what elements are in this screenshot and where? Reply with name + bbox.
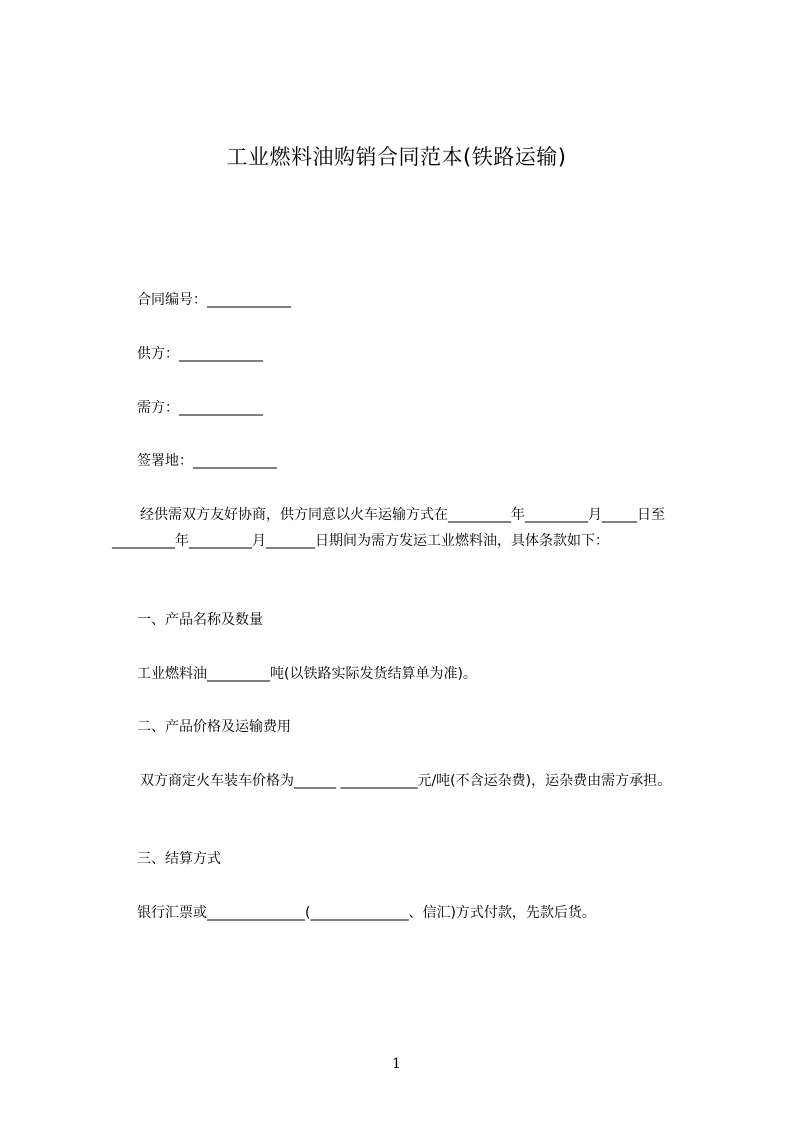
- supplier-line: 供方：____________: [137, 346, 263, 362]
- section-heading: 三、结算方式: [137, 851, 221, 867]
- document-title: 工业燃料油购销合同范本(铁路运输): [226, 145, 567, 169]
- sign-place-line: 签署地：____________: [137, 453, 277, 469]
- contract-number-line: 合同编号：____________: [137, 292, 291, 308]
- intro-paragraph: 经供需双方友好协商，供方同意以火车运输方式在_________年_________月_____日至_________年_________月_______日期间为需方发运工业燃料油，具体条款如下：: [112, 507, 665, 549]
- buyer-line: 需方：____________: [137, 400, 263, 416]
- section-body: 工业燃料油_________吨(以铁路实际发货结算单为准)。: [137, 666, 477, 682]
- section-heading: 二、产品价格及运输费用: [137, 719, 291, 735]
- section-body: 双方商定火车装车价格为______ ___________元/吨(不含运杂费)，运杂费由需方承担。: [112, 773, 672, 789]
- section-heading: 一、产品名称及数量: [137, 612, 263, 628]
- page-number: 1: [392, 1056, 401, 1072]
- section-body: 银行汇票或______________(______________、信汇)方式付款，先款后货。: [137, 905, 596, 921]
